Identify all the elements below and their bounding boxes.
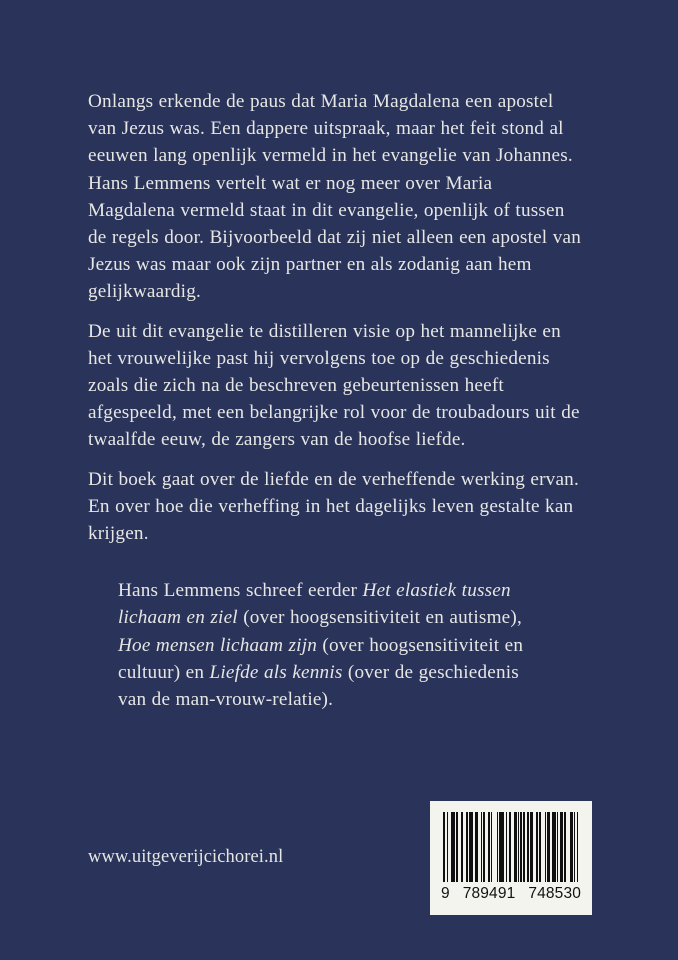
note-text: (over de geschiedenis van de man-vrouw-relatie). [118,661,519,711]
barcode-bars [443,812,579,882]
note-text: Hans Lemmens schreef eerder [118,580,363,602]
blurb-area [88,88,584,713]
blurb-paragraph-1: Onlangs erkende de paus dat Maria Magdalena een apostel van Jezus was. Een dappere uitspraak, maar het feit stond al eeuwen lang openlijk vermeld in het evangelie van Johannes. Hans Lemmens vertelt wat er nog meer over Maria Magdalena vermeld staat in dit evangelie, openlijk of tussen de regels door. Bijvoorbeeld dat zij niet alleen een apostel van Jezus was maar ook zijn partner en als zodanig aan hem gelijkwaardig. [88,91,581,303]
isbn-barcode [430,801,592,915]
barcode-digits [440,885,582,903]
author-note-paragraph [118,577,548,713]
book-title-italic: Het elastiek tussen lichaam en ziel [118,580,511,629]
barcode-digit-group: 789491 [462,885,516,902]
note-text: (over hoogsensitiviteit en cultuur) en [118,634,524,683]
barcode-digit-group: 9 [441,885,450,902]
blurb-paragraph-3: Dit boek gaat over de liefde en de verheffende werking ervan. En over hoe die verheffing in het dagelijks leven gestalte kan krijgen. [88,468,579,545]
book-title-italic: Liefde als kennis [209,661,343,683]
blurb-paragraph-2: De uit dit evangelie te distilleren visie op het mannelijke en het vrouwelijke past hij vervolgens toe op de geschiedenis zoals die zich na de beschreven gebeurtenissen heeft afgespeeld, met een belangrijke rol voor de troubadours uit de twaalfde eeuw, de zangers van de hoofse liefde. [88,320,580,451]
book-title-italic: Hoe mensen lichaam zijn [118,634,318,656]
barcode-digit-group: 748530 [528,885,581,902]
publisher-url[interactable]: www.uitgeverijcichorei.nl [88,847,284,867]
barcode-bar [577,812,578,882]
note-text: (over hoogsensitiviteit en autisme), [237,607,522,629]
